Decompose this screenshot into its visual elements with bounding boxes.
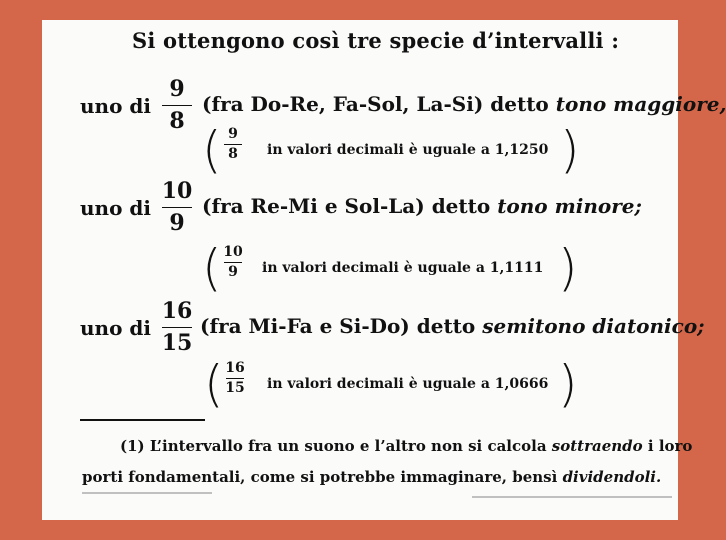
decimal-note-2 <box>42 239 678 298</box>
note-fraction-bar <box>224 144 242 145</box>
row-prefix: uno di <box>80 196 151 220</box>
note-numerator: 10 <box>223 244 243 260</box>
scan-smudge <box>82 492 212 494</box>
interval-term: tono maggiore, <box>555 92 726 116</box>
interval-description <box>202 92 726 116</box>
footnote-line-1 <box>120 437 692 455</box>
footnote-text: porti fondamentali, come si potrebbe immaginare, bensì <box>82 468 558 486</box>
footnote-line-2 <box>82 468 661 486</box>
interval-text: (fra Do-Re, Fa-Sol, La-Si) detto <box>202 92 549 116</box>
open-paren: ( <box>204 355 224 413</box>
fraction-denominator: 15 <box>161 330 193 356</box>
decimal-value-text: in valori decimali è uguale a 1,1250 <box>267 142 549 158</box>
interval-text: (fra Re-Mi e Sol-La) detto <box>202 194 491 218</box>
close-paren: ) <box>558 239 578 297</box>
note-fraction <box>222 244 244 281</box>
fraction-bar <box>162 105 192 106</box>
decimal-value-text: in valori decimali è uguale a 1,1111 <box>262 260 544 276</box>
interval-term: semitono diatonico; <box>482 314 705 338</box>
interval-description <box>202 194 642 218</box>
interval-row-3 <box>42 298 705 358</box>
note-numerator: 16 <box>225 360 245 376</box>
scan-smudge <box>472 496 672 498</box>
fraction-numerator: 16 <box>161 298 193 324</box>
fraction-bar <box>162 207 192 208</box>
open-paren: ( <box>202 239 222 297</box>
note-numerator: 9 <box>228 126 238 142</box>
interval-text: (fra Mi-Fa e Si-Do) detto <box>200 314 476 338</box>
fraction-numerator: 9 <box>169 76 185 102</box>
row-prefix: uno di <box>80 94 151 118</box>
fraction-numerator: 10 <box>161 178 193 204</box>
footnote-text: i loro <box>647 437 693 455</box>
footnote-emphasis: dividendoli. <box>562 468 662 486</box>
decimal-note-3 <box>42 355 678 414</box>
note-fraction-bar <box>224 262 242 263</box>
footnote-emphasis: sottraendo <box>551 437 643 455</box>
note-fraction-bar <box>226 378 244 379</box>
close-paren: ) <box>560 121 580 179</box>
decimal-value-text: in valori decimali è uguale a 1,0666 <box>267 376 549 392</box>
note-denominator: 9 <box>228 264 238 280</box>
note-fraction <box>224 360 246 397</box>
page-heading: Si ottengono così tre specie d’intervalli : <box>132 28 620 53</box>
note-denominator: 8 <box>228 146 238 162</box>
scanned-page <box>42 20 726 520</box>
close-paren: ) <box>558 355 578 413</box>
interval-fraction <box>158 178 196 237</box>
open-paren: ( <box>202 121 222 179</box>
row-prefix: uno di <box>80 316 151 340</box>
note-fraction <box>222 126 244 163</box>
fraction-denominator: 9 <box>169 210 185 236</box>
decimal-note-1 <box>42 121 678 180</box>
footnote-text: (1) L’intervallo fra un suono e l’altro non si calcola <box>120 437 547 455</box>
footnote-rule <box>80 419 205 421</box>
interval-description <box>200 314 705 338</box>
interval-row-2 <box>42 178 678 238</box>
fraction-bar <box>162 327 192 328</box>
note-denominator: 15 <box>225 380 245 396</box>
fraction-denominator: 8 <box>169 108 185 134</box>
interval-fraction <box>158 298 196 357</box>
interval-term: tono minore; <box>497 194 642 218</box>
